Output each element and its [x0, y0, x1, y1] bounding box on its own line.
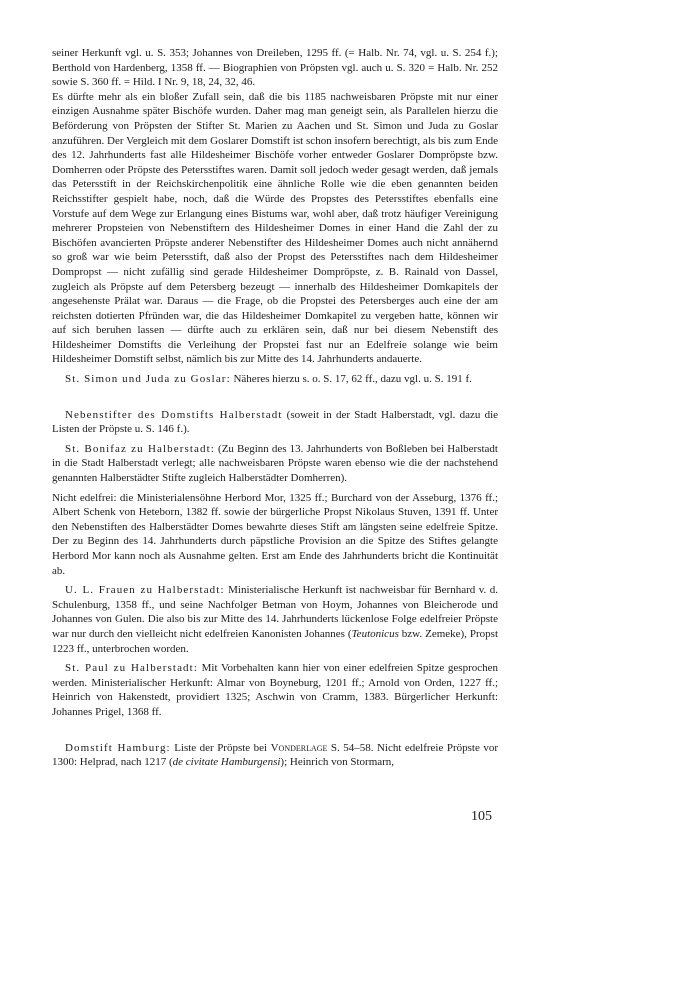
section-bonifaz [52, 442, 498, 486]
section-text-hamburg-end: ); Heinrich von Stormarn, [280, 756, 395, 769]
section-text-frauen-end: bzw. Zemeke), Propst 1223 ff., unterbrochen worden. [52, 627, 498, 655]
section-text-hamburg-mid: S. 54–58. Nicht edelfreie Pröpste vor 1300: Helprad, nach 1217 ( [52, 741, 498, 769]
paragraph-intro: seiner Herkunft vgl. u. S. 353; Johannes von Dreileben, 1295 ff. (= Halb. Nr. 74, vgl. u. S. 254 f.); Berthold von Hardenberg, 1358 ff. — Biographien von Pröpsten vgl. auch u. S. 320 = Halb. Nr. 252 sowie S. 360 ff. = Hild. I Nr. 9, 18, 24, 32, 46. [52, 47, 498, 89]
paragraph-main: Es dürfte mehr als ein bloßer Zufall sein, daß die bis 1185 nachweisbaren Pröpste mit nur einer einzigen Ausnahme später Bischöfe wurden. Daher mag man geneigt sein, als Parallelen hierzu die Beförderung von Pröpsten der Stifter St. Marien zu Aachen und St. Simon und Juda zu Goslar anzuführen. Der Vergleich mit dem Goslarer Domstift ist schon insofern berechtigt, als bis zum Ende des 12. Jahrhunderts fast alle Hildesheimer Bischöfe vorher entweder Goslarer Dompröpste bzw. Domherren oder Pröpste des Petersstiftes waren. Damit soll jedoch weder gesagt werden, daß jemals das Petersstift in der Reichskirchenpolitik eine ähnliche Rolle wie die eben genannten beiden Reichsstifter gespielt habe, noch, daß die Würde des Propstes des Petersstiftes ebenfalls eine Vorstufe auf dem Wege zur Erlangung eines Bistums war, wohl aber, daß trotz häufiger Vereinigung mehrerer Propsteien von Nebenstiftern des Hildesheimer Domes in einer Hand die Zahl der zu Bischöfen avancierten Pröpste anderer Nebenstifter des Hildesheimer Domes auch nicht annähernd so groß war wie beim Petersstift, daß also der Propst des Petersstiftes nach dem Hildesheimer Dompropst — nicht zufällig sind gerade Hildesheimer Dompröpste, z. B. Rainald von Dassel, zugleich als Pröpste auf dem Petersberg bezeugt — innerhalb des Hildesheimer Domkapitels der angesehenste Prälat war. Daraus — die Frage, ob die Propstei des Petersberges auch eine der am reichsten dotierten Pfründen war, die das Hildesheimer Domkapitel zu vergeben hatte, können wir auf sich beruhen lassen — dürfte auch zu erklären sein, daß nur bei diesem Nebenstift des Hildesheimer Domstifts die Verleihung der Propstei fast nur an Edelfreie solange wie beim Hildesheimer Domstift selbst, nämlich bis zur Mitte des 14. Jahrhunderts andauerte. [52, 90, 498, 366]
paragraph-nicht-edelfrei: Nicht edelfrei: die Ministerialensöhne Herbord Mor, 1325 ff.; Burchard von der Asseburg, 1376 ff.; Albert Schenk von Heteborn, 1382 ff. sowie der bürgerliche Propst Nikolaus Stuven, 1391 ff. Unter den Nebenstiften des Halberstädter Domes bewahrte dieses Stift am längsten seine edelfreie Spitze. Der zu Beginn des 14. Jahrhunderts durch päpstliche Provision an die Spitze des Stiftes gelangte Herbord Mor kann noch als Ausnahme gelten. Erst am Ende des Jahrhunderts bricht die Kontinuität ab. [52, 491, 498, 577]
section-halberstadt [52, 408, 498, 437]
section-heading-goslar: St. Simon und Juda zu Goslar: [65, 373, 231, 386]
section-text-hamburg: Liste der Pröpste bei [174, 741, 271, 754]
section-heading-frauen: U. L. Frauen zu Halberstadt: [65, 584, 225, 597]
section-heading-hamburg: Domstift Hamburg: [65, 741, 171, 754]
section-hamburg [52, 741, 498, 770]
section-text-frauen: Ministerialische Herkunft ist nachweisbar für Bernhard v. d. Schulenburg, 1358 ff., und seine Nachfolger Betman von Hoym, Johannes von Bleicherode und Johannes von Gulen. Die also bis zur Mitte des 14. Jahrhunderts lückenlose Folge edelfreier Pröpste war nur durch den vielleicht nicht edelfreien Kanonisten Johannes ( [52, 584, 499, 640]
section-heading-halberstadt: Nebenstifter des Domstifts Halberstadt [65, 408, 283, 421]
section-heading-paul: St. Paul zu Halberstadt: [65, 662, 198, 675]
section-author-hamburg: Vonderlage [270, 741, 328, 754]
page-number: 105 [471, 809, 492, 824]
section-text-halberstadt: (soweit in der Stadt Halberstadt, vgl. dazu die Listen der Pröpste u. S. 146 f.). [52, 408, 499, 436]
section-paul [52, 661, 498, 719]
section-goslar [52, 372, 498, 387]
section-text-bonifaz: (Zu Beginn des 13. Jahrhunderts von Boßleben bei Halberstadt in die Stadt Halberstadt verlegt; alle nachweisbaren Pröpste waren ebenso wie die der nachstehend genannten Halberstädter Stifte zugleich Halberstädter Domherren). [52, 442, 498, 485]
section-text-paul: Mit Vorbehalten kann hier von einer edelfreien Spitze gesprochen werden. Ministerialischer Herkunft: Almar von Boyneburg, 1201 ff.; Arnold von Orden, 1227 ff.; Heinrich von Hakenstedt, providiert 1325; Aschwin von Cramm, 1383. Bürgerlicher Herkunft: Johannes Prigel, 1368 ff. [52, 662, 499, 718]
section-text-hamburg-italic: de civitate Hamburgensi [172, 756, 281, 769]
section-heading-bonifaz: St. Bonifaz zu Halberstadt: [65, 442, 215, 455]
section-frauen [52, 583, 498, 656]
section-text-goslar: Näheres hierzu s. o. S. 17, 62 ff., dazu vgl. u. S. 191 f. [233, 373, 472, 386]
section-text-frauen-italic: Teutonicus [351, 627, 399, 640]
document-page [52, 46, 498, 770]
